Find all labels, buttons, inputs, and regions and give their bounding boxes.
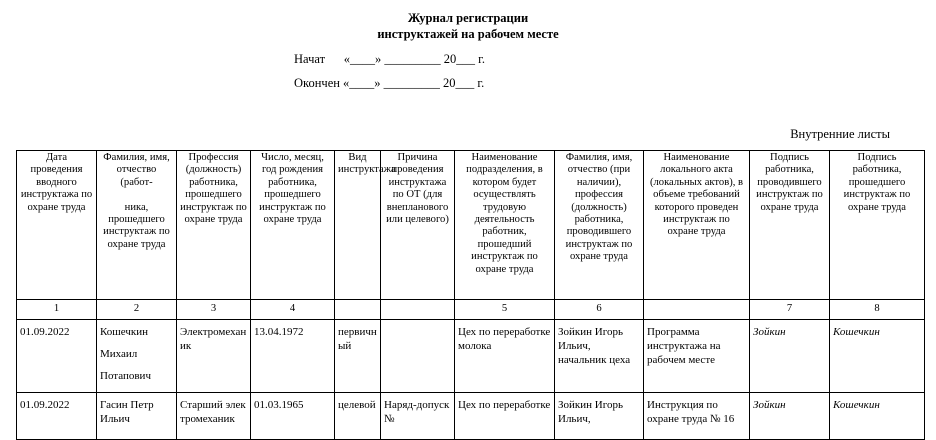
cell-sig-instructor: Зойкин <box>750 320 830 393</box>
column-number <box>335 300 381 320</box>
cell-sig-worker: Кошечкин <box>830 393 925 440</box>
column-number: 8 <box>830 300 925 320</box>
cell-kind: целевой <box>335 393 381 440</box>
header-cell-act: Наименование локального акта (локальных актов), в объеме требований которого проведен инструктаж по охране труда <box>644 151 750 300</box>
table-row <box>17 393 925 440</box>
header-cell-profession: Профессия (должность) работника, прошедшего инструктаж по охране труда <box>177 151 251 300</box>
end-date-line: Окончен «____» _________ 20___ г. <box>294 76 485 90</box>
column-number: 4 <box>251 300 335 320</box>
cell-date: 01.09.2022 <box>17 320 97 393</box>
cell-kind: первичный <box>335 320 381 393</box>
start-date-line: Начат «____» _________ 20___ г. <box>294 52 486 66</box>
document-title: Журнал регистрации <box>407 11 529 25</box>
header-row <box>17 151 925 300</box>
surname: Кошечкин <box>100 326 149 338</box>
header-cell-kind: Вид инструктажа <box>335 151 381 300</box>
header-cell-sig-instructor: Подпись работника, проводившего инструктаж по охране труда <box>750 151 830 300</box>
header-cell-birth: Число, месяц, год рождения работника, прошедшего инструктаж по охране труда <box>251 151 335 300</box>
cell-instructor: Зойкин Игорь Ильич, начальник цеха <box>555 320 644 393</box>
column-number <box>381 300 455 320</box>
header-cell-reason: Причина проведения инструктажа по ОТ (для внепланового или целевого) <box>381 151 455 300</box>
inner-pages-note: Внутренние листы <box>790 127 890 141</box>
cell-act: Программа инструктажа на рабочем месте <box>644 320 750 393</box>
column-number: 5 <box>455 300 555 320</box>
column-number <box>644 300 750 320</box>
column-number: 6 <box>555 300 644 320</box>
header-cell-date: Дата проведения вводного инструктажа по охране труда <box>17 151 97 300</box>
cell-birth: 01.03.1965 <box>251 393 335 440</box>
cell-birth: 13.04.1972 <box>251 320 335 393</box>
header-cell-department: Наименование подразделения, в котором будет осуществлять трудовую деятельность работник, прошедший инструктаж по охране труда <box>455 151 555 300</box>
patronymic: Потапович <box>100 370 151 382</box>
cell-sig-instructor: Зойкин <box>750 393 830 440</box>
column-number: 3 <box>177 300 251 320</box>
column-number: 2 <box>97 300 177 320</box>
column-number-row <box>17 300 925 320</box>
cell-instructor: Зойкин Игорь Ильич, <box>555 393 644 440</box>
header-cell-sig-worker: Подпись работника, прошедшего инструктаж по охране труда <box>830 151 925 300</box>
cell-sig-worker: Кошечкин <box>830 320 925 393</box>
cell-profession: Электромеханик <box>177 320 251 393</box>
document-subtitle: инструктажей на рабочем месте <box>377 27 559 41</box>
first-name: Михаил <box>100 348 138 360</box>
cell-reason <box>381 320 455 393</box>
cell-act: Инструкция по охране труда № 16 <box>644 393 750 440</box>
instruction-journal-table <box>16 150 925 440</box>
cell-date: 01.09.2022 <box>17 393 97 440</box>
header-cell-instructor: Фамилия, имя, отчество (при наличии), профессия (должность) работника, проводившего инструктаж по охране труда <box>555 151 644 300</box>
cell-department: Цех по переработке молока <box>455 320 555 393</box>
cell-name <box>97 320 177 393</box>
cell-profession: Старший электромеханик <box>177 393 251 440</box>
column-number: 1 <box>17 300 97 320</box>
cell-name: Гасин Петр Ильич <box>97 393 177 440</box>
column-number: 7 <box>750 300 830 320</box>
header-cell-name: Фамилия, имя, отчество (работ- ника, прошедшего инструктаж по охране труда <box>97 151 177 300</box>
cell-reason: Наряд-допуск № <box>381 393 455 440</box>
cell-department: Цех по переработке <box>455 393 555 440</box>
table-row <box>17 320 925 393</box>
